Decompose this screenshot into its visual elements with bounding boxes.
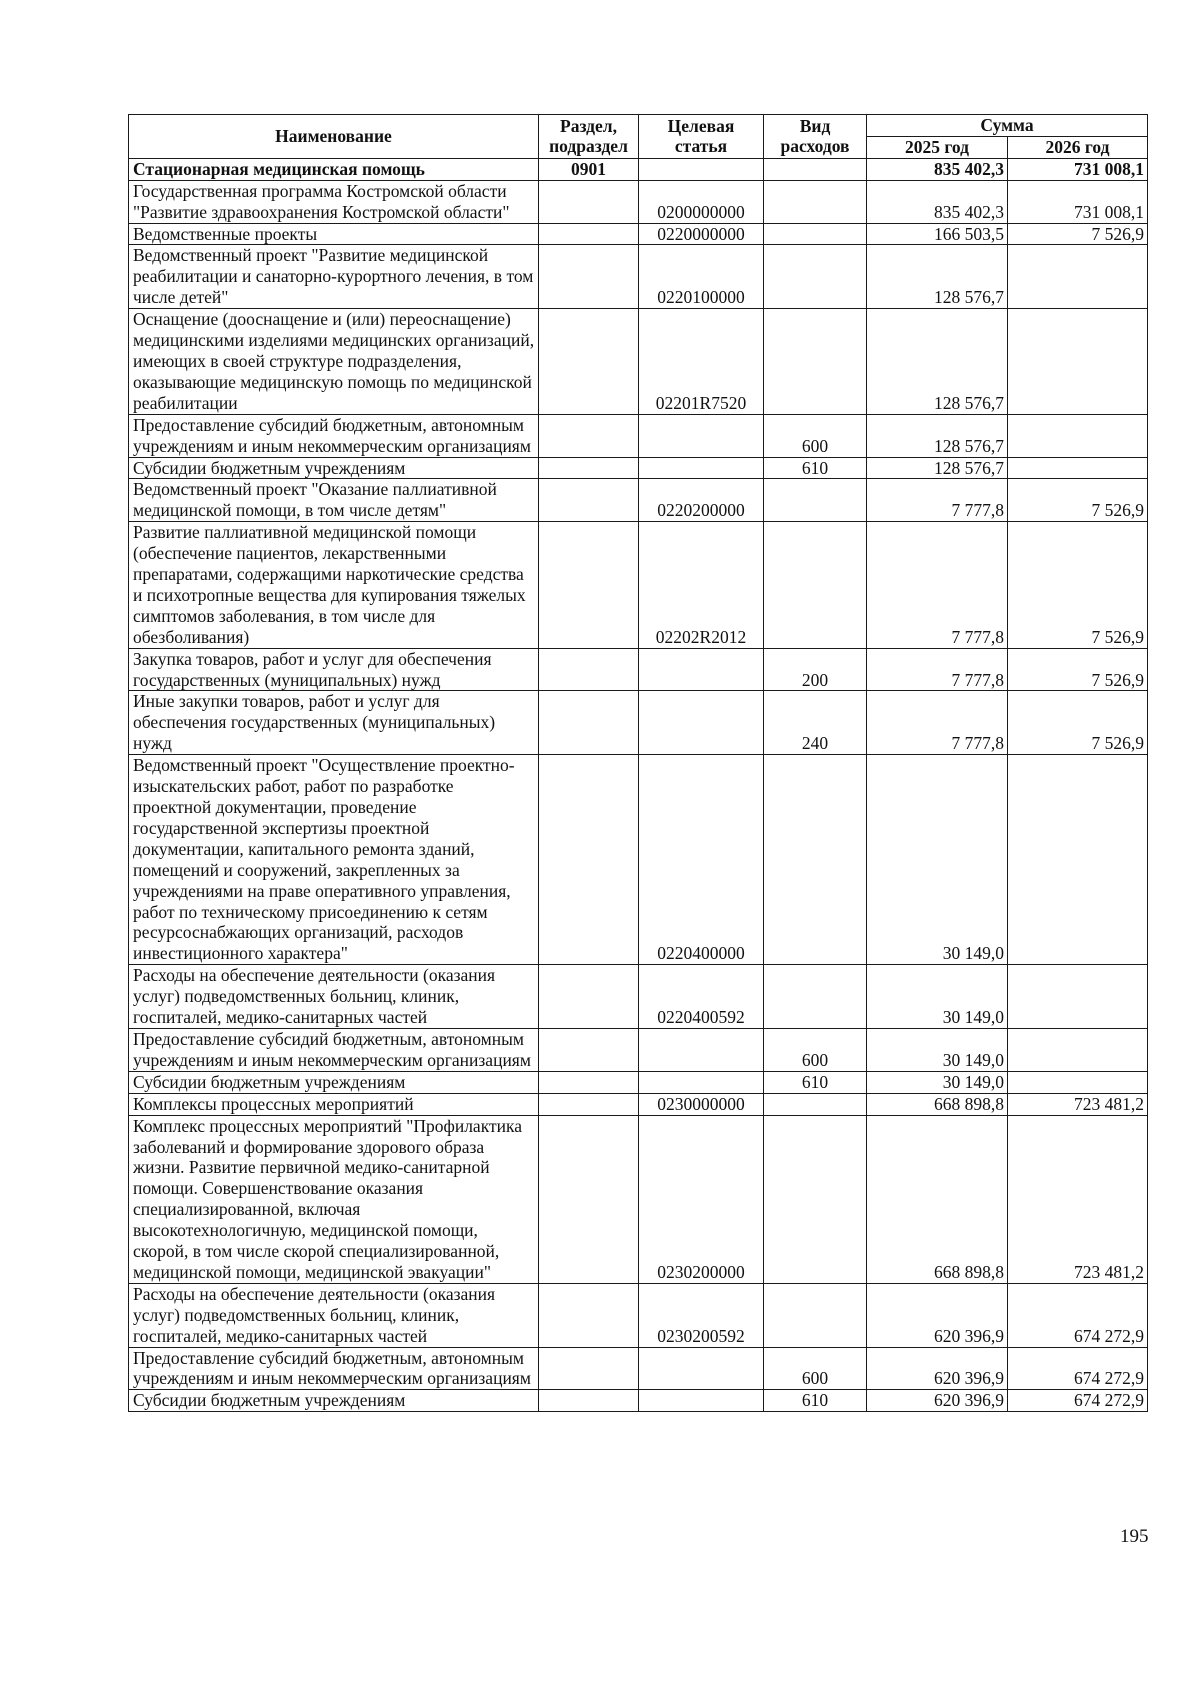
cell-expense: 600 [764, 1028, 867, 1071]
cell-2025: 668 898,8 [867, 1115, 1008, 1283]
cell-expense [764, 755, 867, 965]
cell-name: Государственная программа Костромской области "Развитие здравоохранения Костромской области" [129, 180, 539, 223]
cell-section [539, 755, 639, 965]
cell-name: Ведомственные проекты [129, 223, 539, 245]
cell-2025: 835 402,3 [867, 158, 1008, 180]
cell-2025: 620 396,9 [867, 1390, 1008, 1412]
cell-2025: 620 396,9 [867, 1283, 1008, 1347]
cell-expense: 610 [764, 1390, 867, 1412]
cell-expense [764, 965, 867, 1029]
cell-target [639, 457, 764, 479]
cell-name: Расходы на обеспечение деятельности (оказания услуг) подведомственных больниц, клиник, госпиталей, медико-санитарных частей [129, 1283, 539, 1347]
cell-section [539, 457, 639, 479]
cell-expense: 200 [764, 648, 867, 691]
cell-target: 0230000000 [639, 1093, 764, 1115]
cell-2026 [1008, 1028, 1148, 1071]
cell-name: Ведомственный проект "Осуществление проектно-изыскательских работ, работ по разработке проектной документации, проведение государственной экспертизы проектной документации, капитального ремонта зданий, помещений и сооружений, закрепленных за учреждениями на праве оперативного управления, работ по техническому присоединению к сетям ресурсоснабжающих организаций, расходов инвестиционного характера" [129, 755, 539, 965]
header-name: Наименование [129, 115, 539, 159]
table-row [129, 180, 1148, 223]
cell-target [639, 1028, 764, 1071]
cell-name: Предоставление субсидий бюджетным, автономным учреждениям и иным некоммерческим организациям [129, 1347, 539, 1390]
cell-2025: 7 777,8 [867, 479, 1008, 522]
cell-name: Ведомственный проект "Оказание паллиативной медицинской помощи, в том числе детям" [129, 479, 539, 522]
cell-2025: 7 777,8 [867, 522, 1008, 648]
cell-2026 [1008, 245, 1148, 309]
cell-target: 02202R2012 [639, 522, 764, 648]
cell-target: 02201R7520 [639, 309, 764, 415]
cell-2026 [1008, 309, 1148, 415]
cell-2026: 7 526,9 [1008, 479, 1148, 522]
cell-2026: 674 272,9 [1008, 1347, 1148, 1390]
cell-expense [764, 245, 867, 309]
header-section: Раздел, подраздел [539, 115, 639, 159]
cell-2025: 7 777,8 [867, 691, 1008, 755]
table-row [129, 1115, 1148, 1283]
cell-expense [764, 479, 867, 522]
cell-name: Развитие паллиативной медицинской помощи (обеспечение пациентов, лекарственными препаратами, содержащими наркотические средства и психотропные вещества для купирования тяжелых симптомов заболевания, в том числе для обезболивания) [129, 522, 539, 648]
cell-expense [764, 1093, 867, 1115]
cell-section [539, 1028, 639, 1071]
cell-name: Субсидии бюджетным учреждениям [129, 1390, 539, 1412]
cell-2025: 30 149,0 [867, 755, 1008, 965]
cell-target [639, 1347, 764, 1390]
table-row [129, 1071, 1148, 1093]
cell-section [539, 180, 639, 223]
page-number: 195 [1120, 1526, 1149, 1547]
cell-expense [764, 522, 867, 648]
table-row [129, 309, 1148, 415]
table-row [129, 245, 1148, 309]
cell-target: 0220100000 [639, 245, 764, 309]
cell-section [539, 1093, 639, 1115]
cell-expense [764, 180, 867, 223]
header-expense: Вид расходов [764, 115, 867, 159]
cell-2026: 7 526,9 [1008, 691, 1148, 755]
table-row [129, 755, 1148, 965]
table-row [129, 414, 1148, 457]
cell-section [539, 245, 639, 309]
cell-2026 [1008, 965, 1148, 1029]
cell-target [639, 1071, 764, 1093]
cell-2025: 128 576,7 [867, 309, 1008, 415]
cell-target [639, 414, 764, 457]
cell-name: Оснащение (дооснащение и (или) переоснащение) медицинскими изделиями медицинских организаций, имеющих в своей структуре подразделения, оказывающие медицинскую помощь по медицинской реабилитации [129, 309, 539, 415]
cell-expense: 600 [764, 1347, 867, 1390]
cell-2025: 668 898,8 [867, 1093, 1008, 1115]
cell-2025: 30 149,0 [867, 1071, 1008, 1093]
cell-expense [764, 1115, 867, 1283]
cell-2025: 7 777,8 [867, 648, 1008, 691]
table-row [129, 1347, 1148, 1390]
cell-2026 [1008, 414, 1148, 457]
cell-name: Комплекс процессных мероприятий "Профилактика заболеваний и формирование здорового образа жизни. Развитие первичной медико-санитарной помощи. Совершенствование оказания специализированной, включая высокотехнологичную, медицинской помощи, скорой, в том числе скорой специализированной, медицинской помощи, медицинской эвакуации" [129, 1115, 539, 1283]
cell-name: Субсидии бюджетным учреждениям [129, 1071, 539, 1093]
cell-expense: 610 [764, 1071, 867, 1093]
cell-section [539, 965, 639, 1029]
header-2025: 2025 год [867, 136, 1008, 158]
cell-section [539, 223, 639, 245]
cell-2025: 30 149,0 [867, 1028, 1008, 1071]
cell-name: Предоставление субсидий бюджетным, автономным учреждениям и иным некоммерческим организациям [129, 1028, 539, 1071]
cell-target [639, 158, 764, 180]
cell-target [639, 648, 764, 691]
header-target: Целевая статья [639, 115, 764, 159]
cell-name: Субсидии бюджетным учреждениям [129, 457, 539, 479]
cell-section [539, 1115, 639, 1283]
cell-section [539, 522, 639, 648]
table-row [129, 522, 1148, 648]
table-row [129, 223, 1148, 245]
cell-section [539, 691, 639, 755]
cell-2026: 731 008,1 [1008, 158, 1148, 180]
cell-expense: 240 [764, 691, 867, 755]
header-sum: Сумма [867, 115, 1148, 137]
budget-table [128, 114, 1148, 1412]
cell-name: Закупка товаров, работ и услуг для обеспечения государственных (муниципальных) нужд [129, 648, 539, 691]
cell-2026: 674 272,9 [1008, 1283, 1148, 1347]
cell-2025: 128 576,7 [867, 414, 1008, 457]
cell-section [539, 479, 639, 522]
table-row [129, 158, 1148, 180]
cell-expense [764, 1283, 867, 1347]
table-row [129, 965, 1148, 1029]
cell-2025: 30 149,0 [867, 965, 1008, 1029]
cell-2025: 620 396,9 [867, 1347, 1008, 1390]
table-row [129, 691, 1148, 755]
cell-2025: 128 576,7 [867, 457, 1008, 479]
cell-target: 0230200592 [639, 1283, 764, 1347]
cell-target [639, 691, 764, 755]
cell-name: Комплексы процессных мероприятий [129, 1093, 539, 1115]
header-row-top [129, 115, 1148, 137]
cell-target [639, 1390, 764, 1412]
cell-expense: 600 [764, 414, 867, 457]
table-row [129, 479, 1148, 522]
cell-section [539, 1283, 639, 1347]
cell-expense: 610 [764, 457, 867, 479]
table-row [129, 1283, 1148, 1347]
cell-2026: 723 481,2 [1008, 1115, 1148, 1283]
cell-expense [764, 309, 867, 415]
cell-name: Иные закупки товаров, работ и услуг для обеспечения государственных (муниципальных) нужд [129, 691, 539, 755]
cell-2026: 7 526,9 [1008, 522, 1148, 648]
table-row [129, 1390, 1148, 1412]
cell-2025: 128 576,7 [867, 245, 1008, 309]
cell-section [539, 1071, 639, 1093]
cell-section [539, 1347, 639, 1390]
table-row [129, 457, 1148, 479]
cell-target: 0200000000 [639, 180, 764, 223]
cell-section [539, 414, 639, 457]
cell-expense [764, 158, 867, 180]
cell-2026 [1008, 755, 1148, 965]
cell-name: Стационарная медицинская помощь [129, 158, 539, 180]
cell-2026: 731 008,1 [1008, 180, 1148, 223]
header-2026: 2026 год [1008, 136, 1148, 158]
cell-section [539, 309, 639, 415]
cell-target: 0220000000 [639, 223, 764, 245]
cell-section [539, 648, 639, 691]
cell-target: 0220400000 [639, 755, 764, 965]
cell-2026: 7 526,9 [1008, 223, 1148, 245]
cell-section [539, 1390, 639, 1412]
cell-2026 [1008, 457, 1148, 479]
cell-2026: 674 272,9 [1008, 1390, 1148, 1412]
table-row [129, 1093, 1148, 1115]
table-body [129, 158, 1148, 1411]
cell-name: Предоставление субсидий бюджетным, автономным учреждениям и иным некоммерческим организациям [129, 414, 539, 457]
cell-target: 0230200000 [639, 1115, 764, 1283]
cell-2026: 7 526,9 [1008, 648, 1148, 691]
cell-expense [764, 223, 867, 245]
table-row [129, 1028, 1148, 1071]
cell-name: Ведомственный проект "Развитие медицинской реабилитации и санаторно-курортного лечения, в том числе детей" [129, 245, 539, 309]
cell-2026: 723 481,2 [1008, 1093, 1148, 1115]
cell-2025: 835 402,3 [867, 180, 1008, 223]
cell-name: Расходы на обеспечение деятельности (оказания услуг) подведомственных больниц, клиник, госпиталей, медико-санитарных частей [129, 965, 539, 1029]
table-row [129, 648, 1148, 691]
cell-target: 0220200000 [639, 479, 764, 522]
cell-target: 0220400592 [639, 965, 764, 1029]
cell-section: 0901 [539, 158, 639, 180]
cell-2025: 166 503,5 [867, 223, 1008, 245]
cell-2026 [1008, 1071, 1148, 1093]
